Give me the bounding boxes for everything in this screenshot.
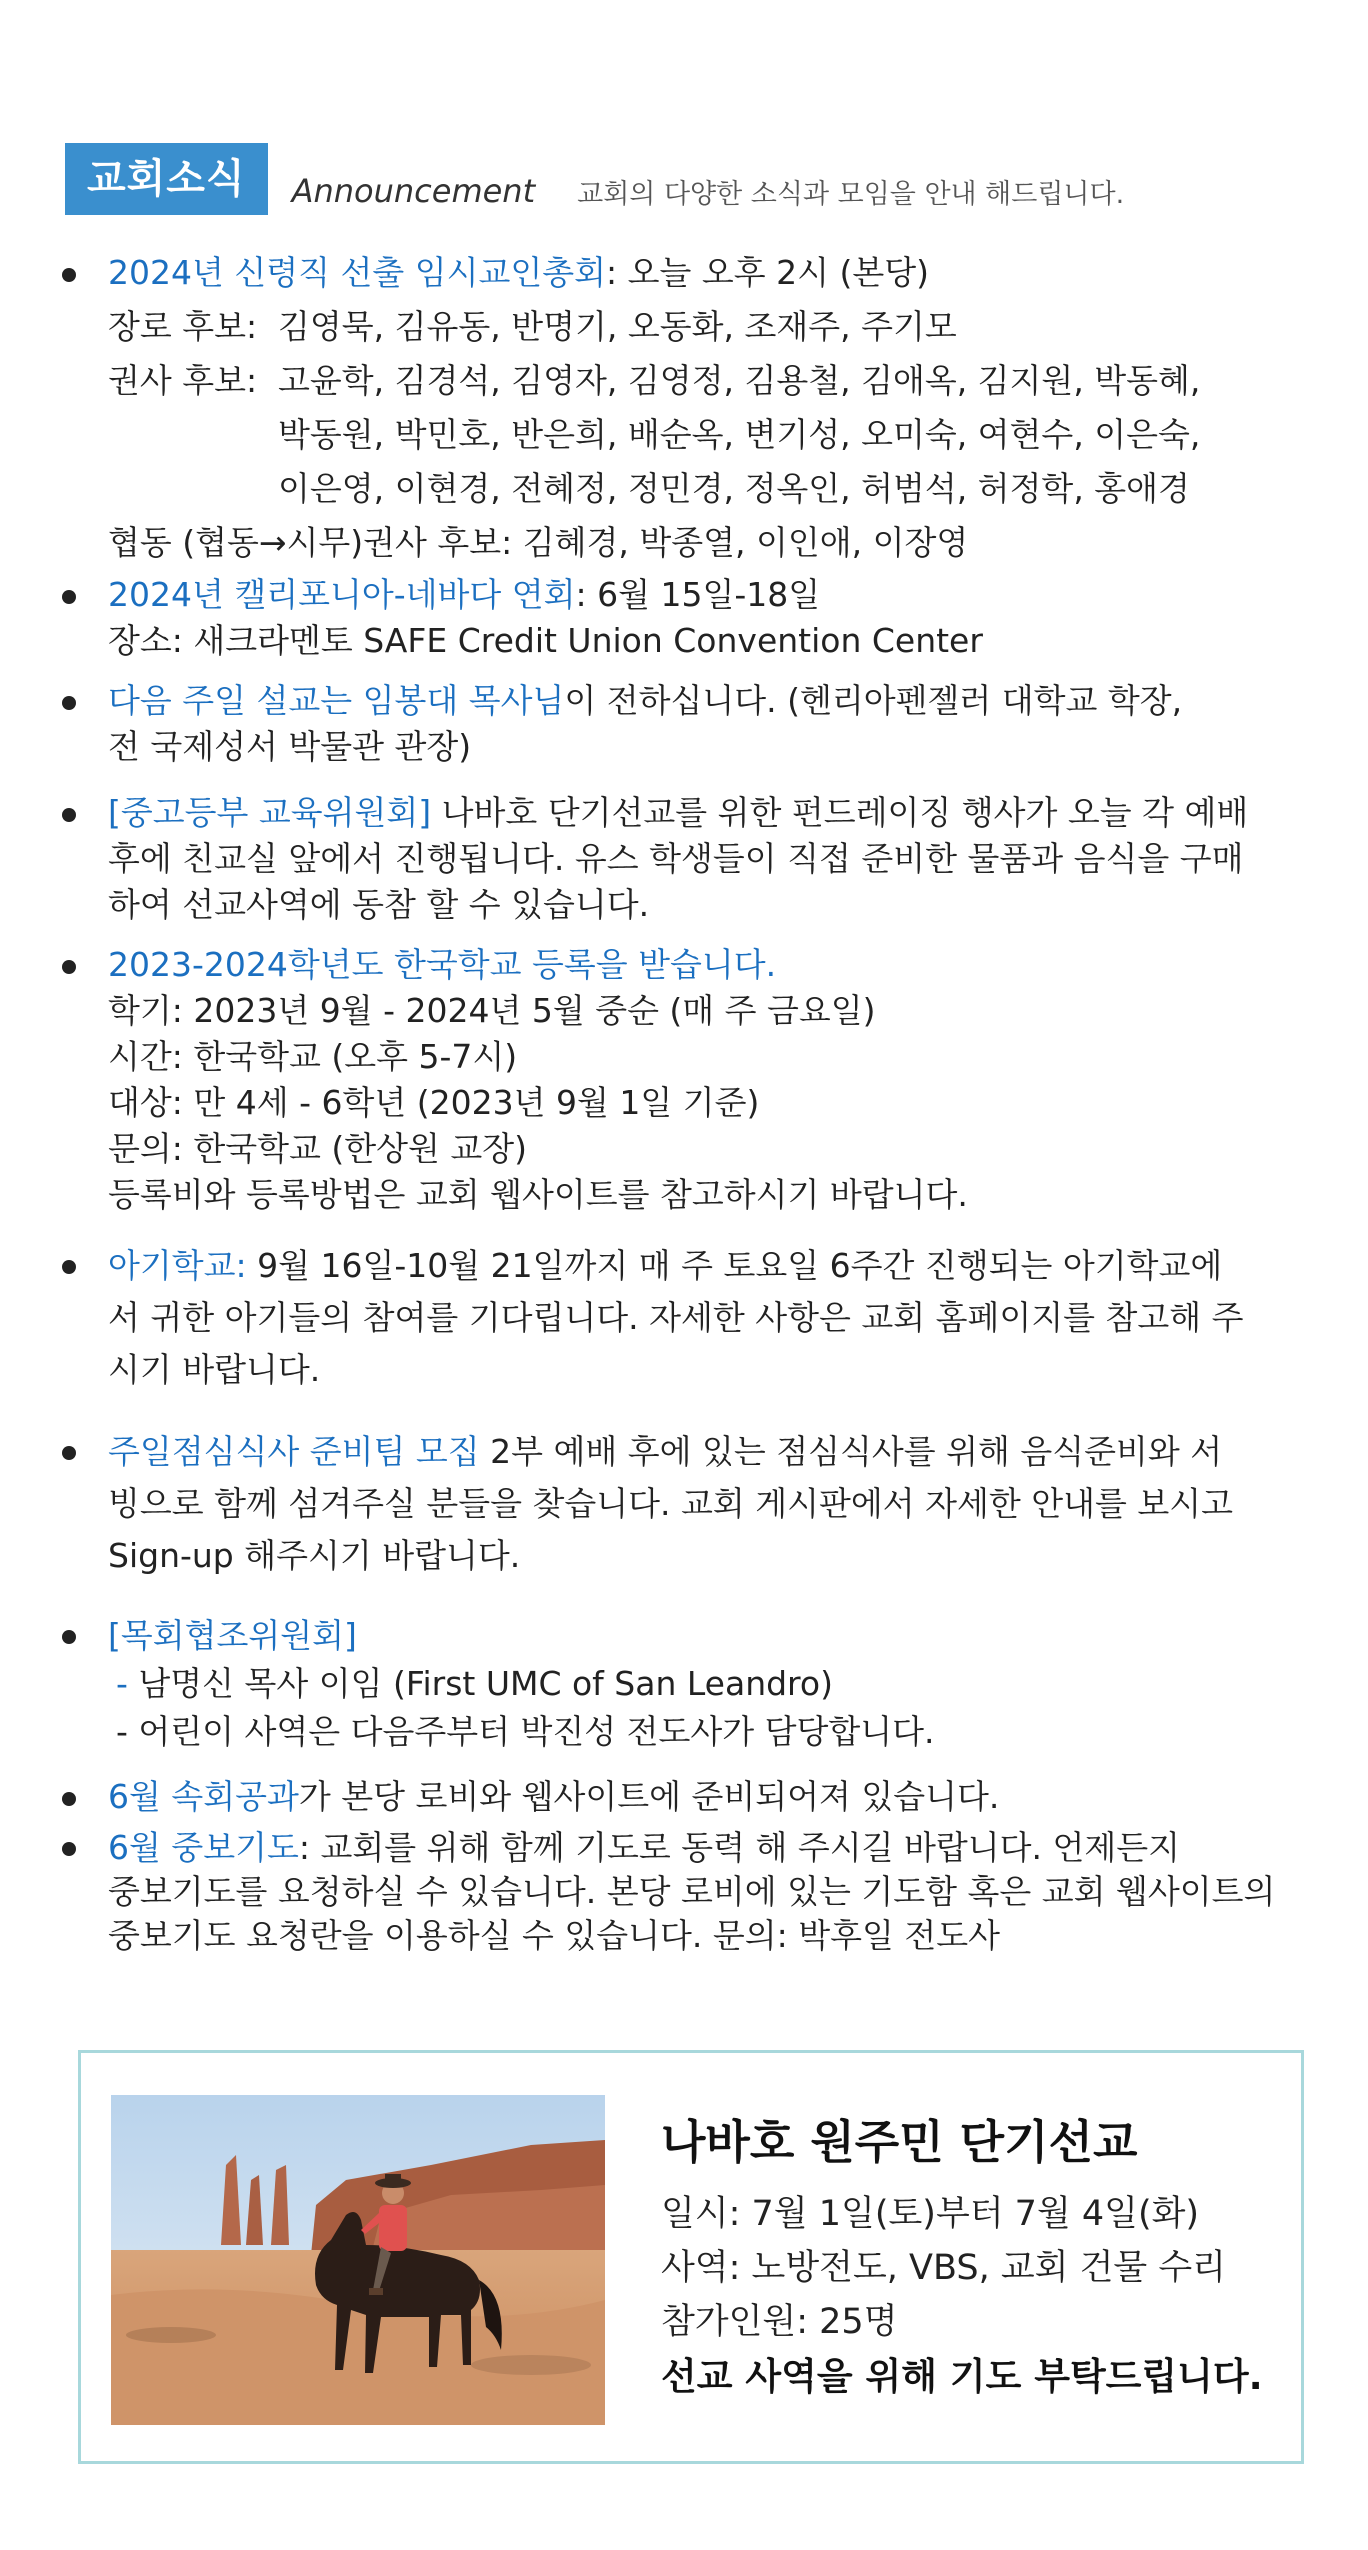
list-item (60, 790, 1310, 928)
item-text: 시간: 한국학교 (오후 5-7시) (108, 1037, 518, 1076)
item-text: 하여 선교사역에 동참 할 수 있습니다. (108, 885, 650, 924)
list-item (60, 1426, 1310, 1582)
item-text: 학기: 2023년 9월 - 2024년 5월 중순 (매 주 금요일) (108, 991, 876, 1030)
item-text: : 오늘 오후 2시 (본당) (606, 253, 929, 292)
item-highlight: [목회협조위원회] (108, 1616, 357, 1655)
item-text: 전 국제성서 박물관 관장) (108, 727, 472, 766)
assoc-candidates: 협동 (협동→시무)권사 후보: 김혜경, 박종열, 이인애, 이장영 (108, 523, 969, 562)
item-highlight: 2024년 신령직 선출 임시교인총회 (108, 253, 606, 292)
item-highlight: [중고등부 교육위원회] (108, 793, 432, 832)
mission-date: 일시: 7월 1일(토)부터 7월 4일(화) (661, 2194, 1200, 2234)
mission-prayer: 선교 사역을 위해 기도 부탁드립니다. (661, 2355, 1263, 2398)
deacon-names-2: 박동원, 박민호, 반은희, 배순옥, 변기성, 오미숙, 여현수, 이은숙, (278, 415, 1201, 454)
list-item (60, 572, 1310, 664)
header-title-en: Announcement (291, 172, 536, 210)
item-text: 남명신 목사 이임 (First UMC of San Leandro) (127, 1664, 833, 1703)
item-text: 장소: 새크라멘토 SAFE Credit Union Convention Center (108, 621, 983, 660)
header-badge: 교회소식 (65, 143, 268, 215)
item-text: : 6월 15일-18일 (575, 575, 821, 614)
item-text: 문의: 한국학교 (한상원 교장) (108, 1129, 527, 1168)
item-text: 등록비와 등록방법은 교회 웹사이트를 참고하시기 바랍니다. (108, 1175, 968, 1214)
bullet-icon (62, 1446, 76, 1460)
item-text: 빙으로 함께 섬겨주실 분들을 찾습니다. 교회 게시판에서 자세한 안내를 보시고 (108, 1484, 1233, 1523)
bullet-icon (62, 590, 76, 604)
item-highlight: 2023-2024학년도 한국학교 등록을 받습니다. (108, 945, 777, 984)
mission-photo (111, 2095, 605, 2425)
mission-work: 사역: 노방전도, VBS, 교회 건물 수리 (661, 2248, 1226, 2288)
mission-title: 나바호 원주민 단기선교 (661, 2115, 1138, 2169)
item-text: 중보기도 요청란을 이용하실 수 있습니다. 문의: 박후일 전도사 (108, 1916, 1000, 1955)
item-highlight: 아기학교: (108, 1246, 247, 1285)
announcement-list (60, 250, 1310, 1958)
item-text: 나바호 단기선교를 위한 펀드레이징 행사가 오늘 각 예배 (431, 793, 1249, 832)
item-highlight: 2024년 캘리포니아-네바다 연회 (108, 575, 576, 614)
bullet-icon (62, 1792, 76, 1806)
deacon-names-3: 이은영, 이현경, 전혜정, 정민경, 정옥인, 허범석, 허정학, 홍애경 (278, 469, 1190, 508)
horse-rider-photo-icon (111, 2095, 605, 2425)
dash: - (116, 1664, 128, 1703)
bullet-icon (62, 1630, 76, 1644)
list-item (60, 1240, 1310, 1396)
item-highlight: 6월 중보기도 (108, 1828, 299, 1867)
item-text: 이 전하십니다. (헨리아펜젤러 대학교 학장, (564, 681, 1183, 720)
elder-label: 장로 후보: (108, 307, 258, 346)
item-text: - 어린이 사역은 다음주부터 박진성 전도사가 담당합니다. (116, 1712, 935, 1751)
header-description: 교회의 다양한 소식과 모임을 안내 해드립니다. (577, 178, 1125, 210)
item-text: 2부 예배 후에 있는 점심식사를 위해 음식준비와 서 (479, 1432, 1223, 1471)
list-item (60, 1774, 1310, 1820)
item-text: : 교회를 위해 함께 기도로 동력 해 주시길 바랍니다. 언제든지 (298, 1828, 1180, 1867)
item-text: 대상: 만 4세 - 6학년 (2023년 9월 1일 기준) (108, 1083, 760, 1122)
bullet-icon (62, 1260, 76, 1274)
item-text: Sign-up 해주시기 바랍니다. (108, 1536, 521, 1575)
list-item (60, 1826, 1310, 1958)
item-highlight: 주일점심식사 준비팀 모집 (108, 1432, 480, 1471)
list-item (60, 250, 1310, 566)
list-item (60, 678, 1310, 770)
mission-people: 참가인원: 25명 (661, 2302, 898, 2342)
item-text: 중보기도를 요청하실 수 있습니다. 본당 로비에 있는 기도함 혹은 교회 웹사이트의 (108, 1872, 1276, 1911)
item-text: 9월 16일-10월 21일까지 매 주 토요일 6주간 진행되는 아기학교에 (246, 1246, 1223, 1285)
item-highlight: 다음 주일 설교는 임봉대 목사님 (108, 681, 565, 720)
bullet-icon (62, 808, 76, 822)
list-item (60, 942, 1310, 1218)
item-highlight: 6월 속회공과 (108, 1777, 299, 1816)
bullet-icon (62, 960, 76, 974)
bullet-icon (62, 1842, 76, 1856)
item-text: 가 본당 로비와 웹사이트에 준비되어져 있습니다. (298, 1777, 1000, 1816)
item-text: 후에 친교실 앞에서 진행됩니다. 유스 학생들이 직접 준비한 물품과 음식을 구매 (108, 839, 1244, 878)
deacon-names-1: 고윤학, 김경석, 김영자, 김영정, 김용철, 김애옥, 김지원, 박동혜, (278, 361, 1201, 400)
section-header (65, 143, 1124, 215)
bullet-icon (62, 268, 76, 282)
item-text: 서 귀한 아기들의 참여를 기다립니다. 자세한 사항은 교회 홈페이지를 참고해 주 (108, 1298, 1244, 1337)
list-item (60, 1612, 1310, 1756)
bullet-icon (62, 696, 76, 710)
item-text: 시기 바랍니다. (108, 1350, 321, 1389)
deacon-label: 권사 후보: (108, 361, 258, 400)
elder-names: 김영묵, 김유동, 반명기, 오동화, 조재주, 주기모 (278, 307, 957, 346)
mission-box (78, 2050, 1304, 2464)
mission-text (661, 2111, 1263, 2405)
